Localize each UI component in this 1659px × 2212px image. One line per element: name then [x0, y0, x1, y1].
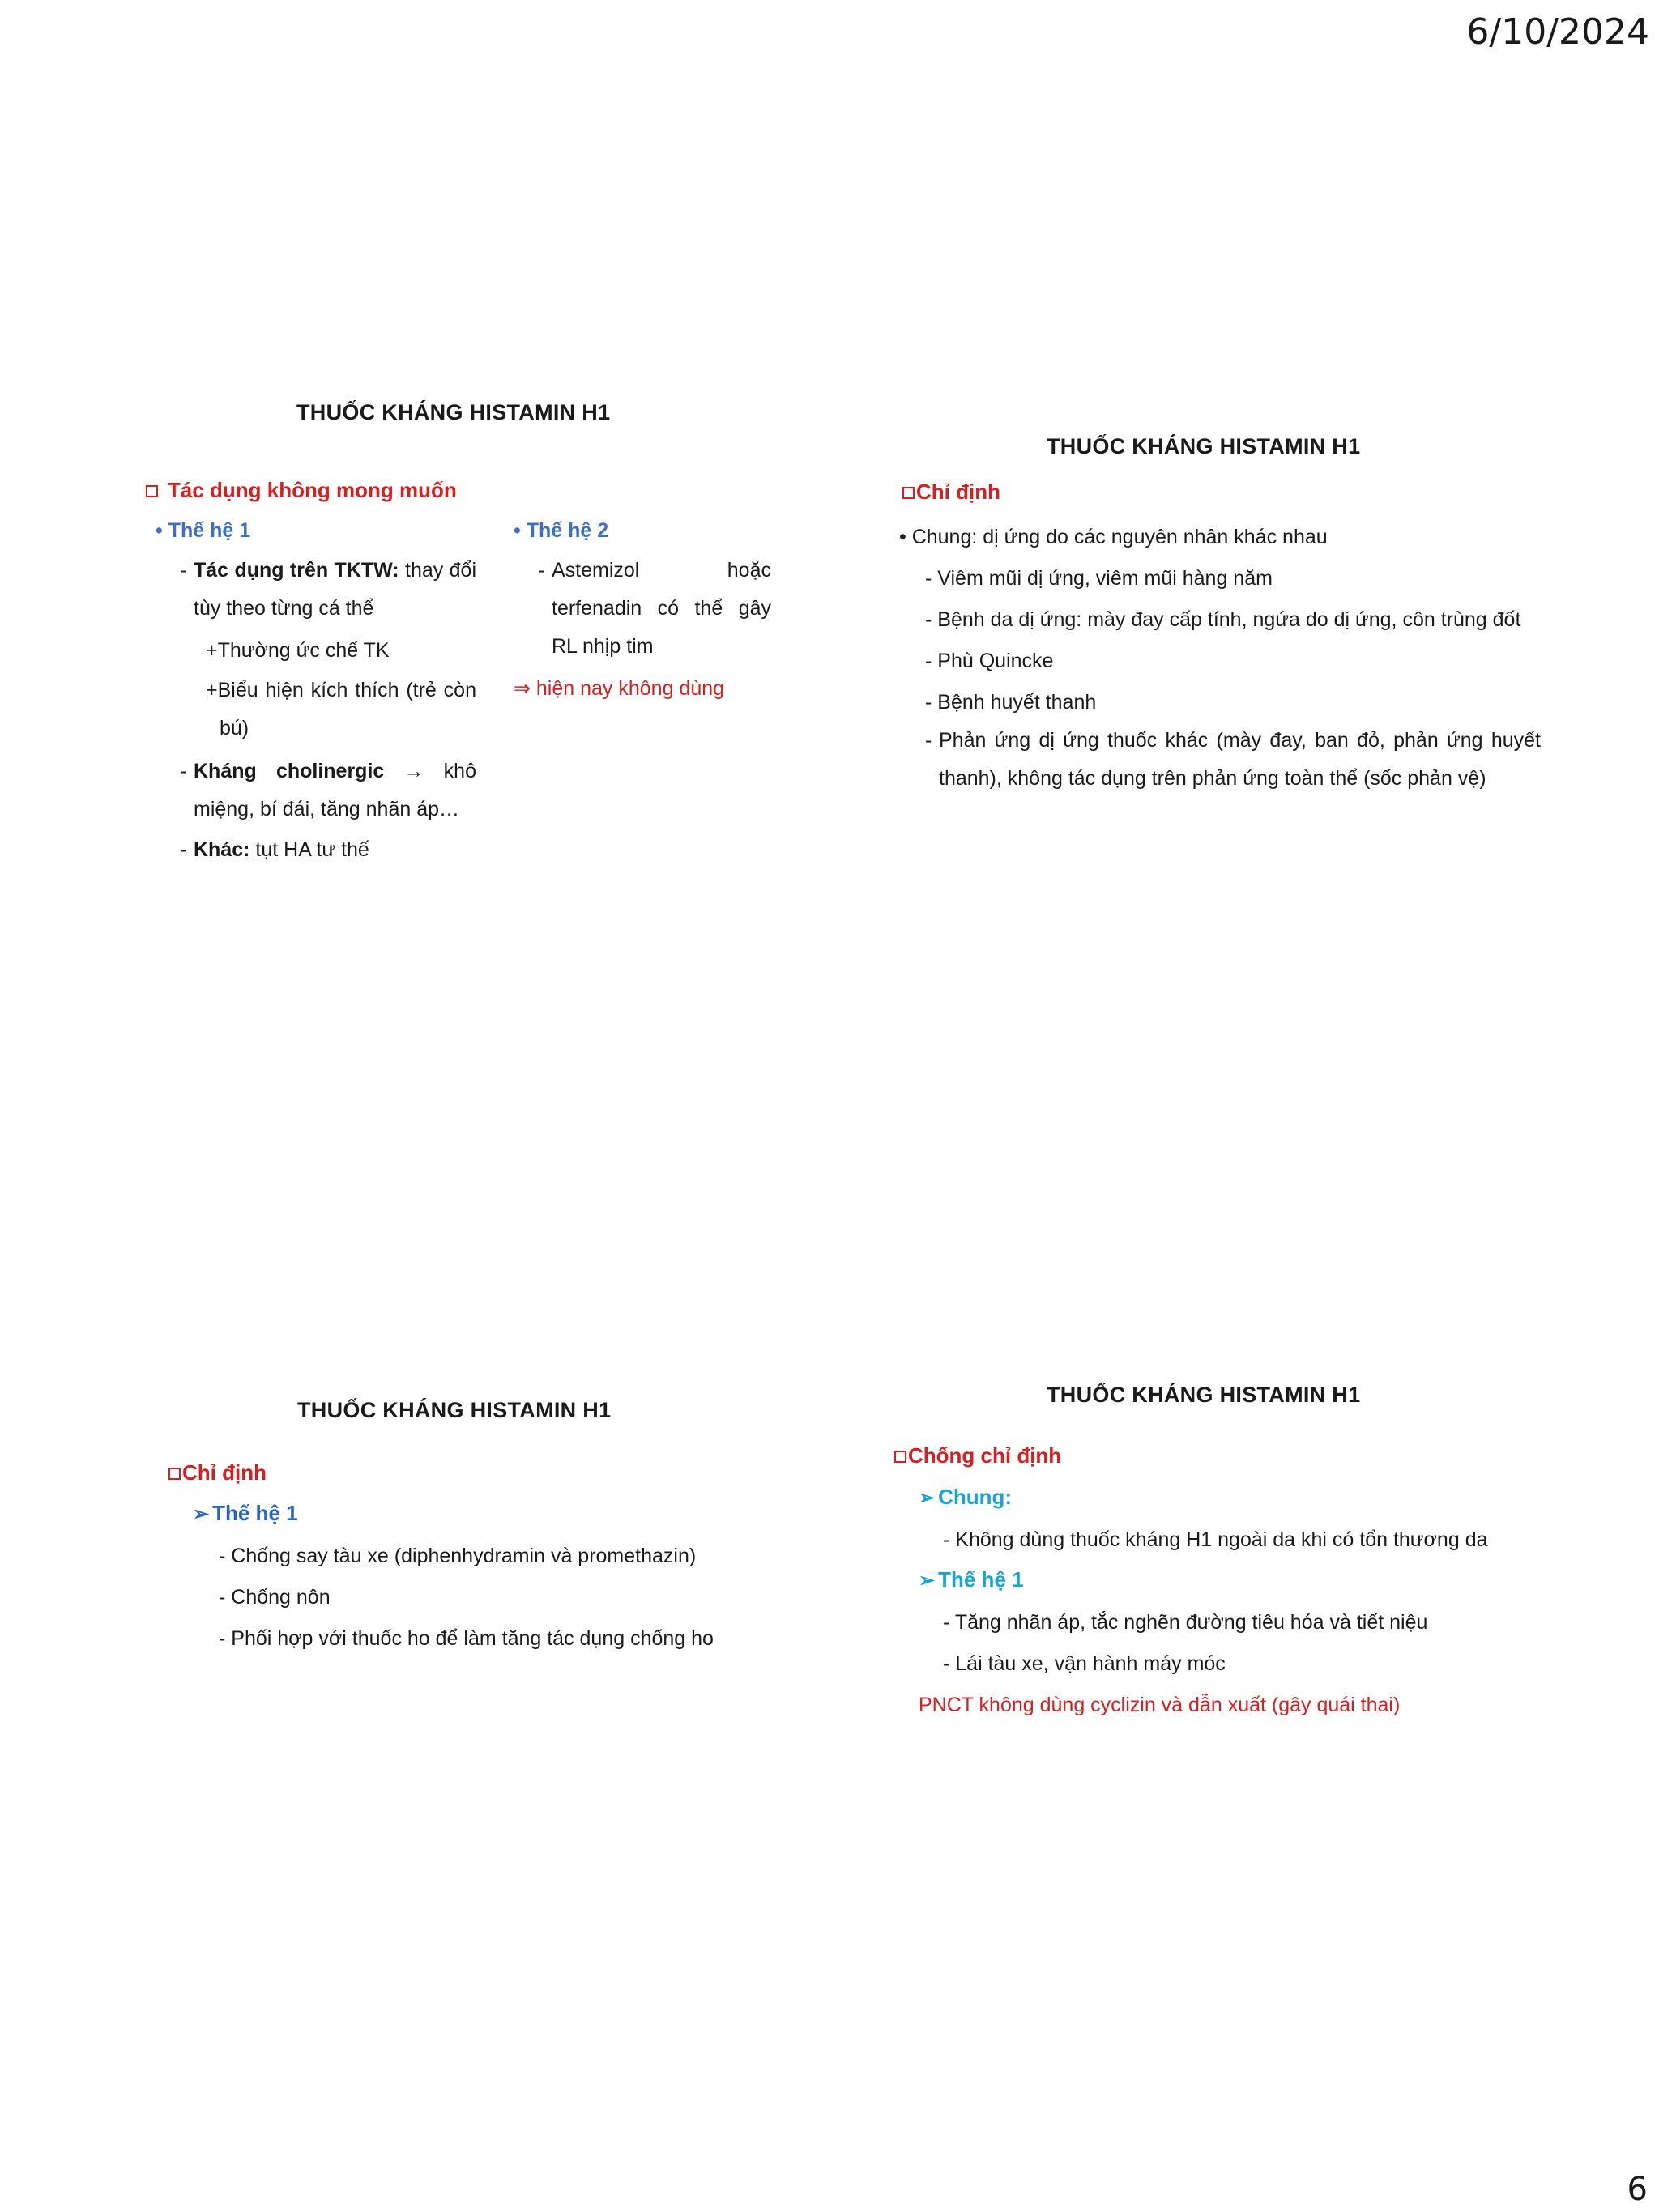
gen1-heading: • Thế hệ 1 — [156, 519, 251, 542]
arrowhead-bullet-icon: ➢ — [919, 1487, 936, 1509]
gen1-sub-stimulate — [206, 671, 476, 748]
checkbox-bullet-icon — [168, 1468, 181, 1480]
slide-3-item: - Phối hợp với thuốc ho để làm tăng tác dụng chống ho — [219, 1627, 714, 1650]
page-date: 6/10/2024 — [1466, 11, 1649, 53]
section-label: Chỉ định — [916, 479, 1000, 504]
gen2-conclusion: ⇒ hiện nay không dùng — [514, 677, 725, 700]
dash: - — [180, 838, 187, 861]
checkbox-bullet-icon — [894, 1451, 906, 1463]
gen2-item — [538, 552, 771, 666]
slide-4-sub-general — [919, 1485, 1012, 1510]
item-bold: Tác dụng trên TKTW: — [194, 559, 399, 582]
slide-2-section-heading — [902, 479, 1000, 505]
arrowhead-bullet-icon: ➢ — [919, 1570, 936, 1592]
slide-2-item: - Phù Quincke — [925, 650, 1054, 672]
item-text: thay đổi tùy theo từng cá thể — [194, 559, 476, 620]
sub-text: +Biểu hiện kích thích (trẻ còn bú) — [206, 679, 476, 739]
slide-3-section-heading — [168, 1460, 267, 1485]
checkbox-bullet-icon — [146, 485, 158, 497]
item-bold: Khác: — [194, 838, 250, 861]
dash: - — [925, 729, 932, 752]
item-text: Astemizol hoặc terfenadin có thể gây RL nhịp tim — [552, 559, 771, 658]
slide-2-item: - Viêm mũi dị ứng, viêm mũi hàng năm — [925, 567, 1273, 590]
subheading-label: Thế hệ 1 — [212, 1501, 298, 1525]
slide-2-item: - Bệnh da dị ứng: mày đay cấp tính, ngứa do dị ứng, côn trùng đốt — [925, 608, 1521, 631]
item-text: Phản ứng dị ứng thuốc khác (mày đay, ban đỏ, phản ứng huyết thanh), không tác dụng trên phản ứng toàn thể (sốc phản vệ) — [939, 729, 1541, 790]
slide-1-title: THUỐC KHÁNG HISTAMIN H1 — [296, 400, 611, 424]
section-label: Tác dụng không mong muốn — [168, 478, 457, 502]
subheading-label: Chung: — [938, 1485, 1013, 1509]
gen1-item-cns — [180, 552, 476, 628]
slide-2-title: THUỐC KHÁNG HISTAMIN H1 — [1047, 434, 1361, 458]
item-text: tụt HA tư thế — [255, 838, 369, 861]
slide-2-general: • Chung: dị ứng do các nguyên nhân khác nhau — [899, 526, 1328, 548]
slide-3-subheading — [193, 1501, 298, 1526]
dash: - — [180, 559, 187, 582]
slide-4-title: THUỐC KHÁNG HISTAMIN H1 — [1047, 1383, 1361, 1407]
slide-4-item: - Không dùng thuốc kháng H1 ngoài da khi có tổn thương da — [943, 1528, 1488, 1551]
slide-4-section-heading — [894, 1443, 1061, 1468]
arrowhead-bullet-icon: ➢ — [193, 1503, 210, 1525]
slide-3-title: THUỐC KHÁNG HISTAMIN H1 — [297, 1398, 612, 1422]
slide-4-sub-gen1 — [919, 1567, 1024, 1592]
dash: - — [180, 760, 187, 782]
subheading-label: Thế hệ 1 — [938, 1567, 1024, 1592]
slide-3-item: - Chống say tàu xe (diphenhydramin và promethazin) — [219, 1545, 697, 1567]
slide-1-section-heading — [146, 478, 457, 503]
gen1-item-anticholinergic — [180, 752, 476, 829]
gen2-heading: • Thế hệ 2 — [514, 519, 609, 542]
item-text: → khô miệng, bí đái, tăng nhãn áp… — [194, 760, 476, 820]
slide-4-note: PNCT không dùng cyclizin và dẫn xuất (gây quái thai) — [919, 1694, 1401, 1716]
gen1-item-other — [180, 836, 369, 863]
slide-4-item: - Lái tàu xe, vận hành máy móc — [943, 1652, 1226, 1675]
slide-2-item-last — [925, 722, 1541, 798]
dash: - — [538, 559, 545, 582]
checkbox-bullet-icon — [902, 487, 915, 499]
page-number: 6 — [1627, 2171, 1648, 2208]
gen1-sub-inhibit: +Thường ức chế TK — [206, 639, 390, 662]
slide-4-item: - Tăng nhãn áp, tắc nghẽn đường tiêu hóa và tiết niệu — [943, 1611, 1428, 1634]
section-label: Chống chỉ định — [908, 1443, 1062, 1468]
slide-3-item: - Chống nôn — [219, 1586, 331, 1609]
section-label: Chỉ định — [182, 1460, 267, 1485]
item-bold: Kháng cholinergic — [194, 760, 385, 782]
slide-2-item: - Bệnh huyết thanh — [925, 691, 1097, 714]
